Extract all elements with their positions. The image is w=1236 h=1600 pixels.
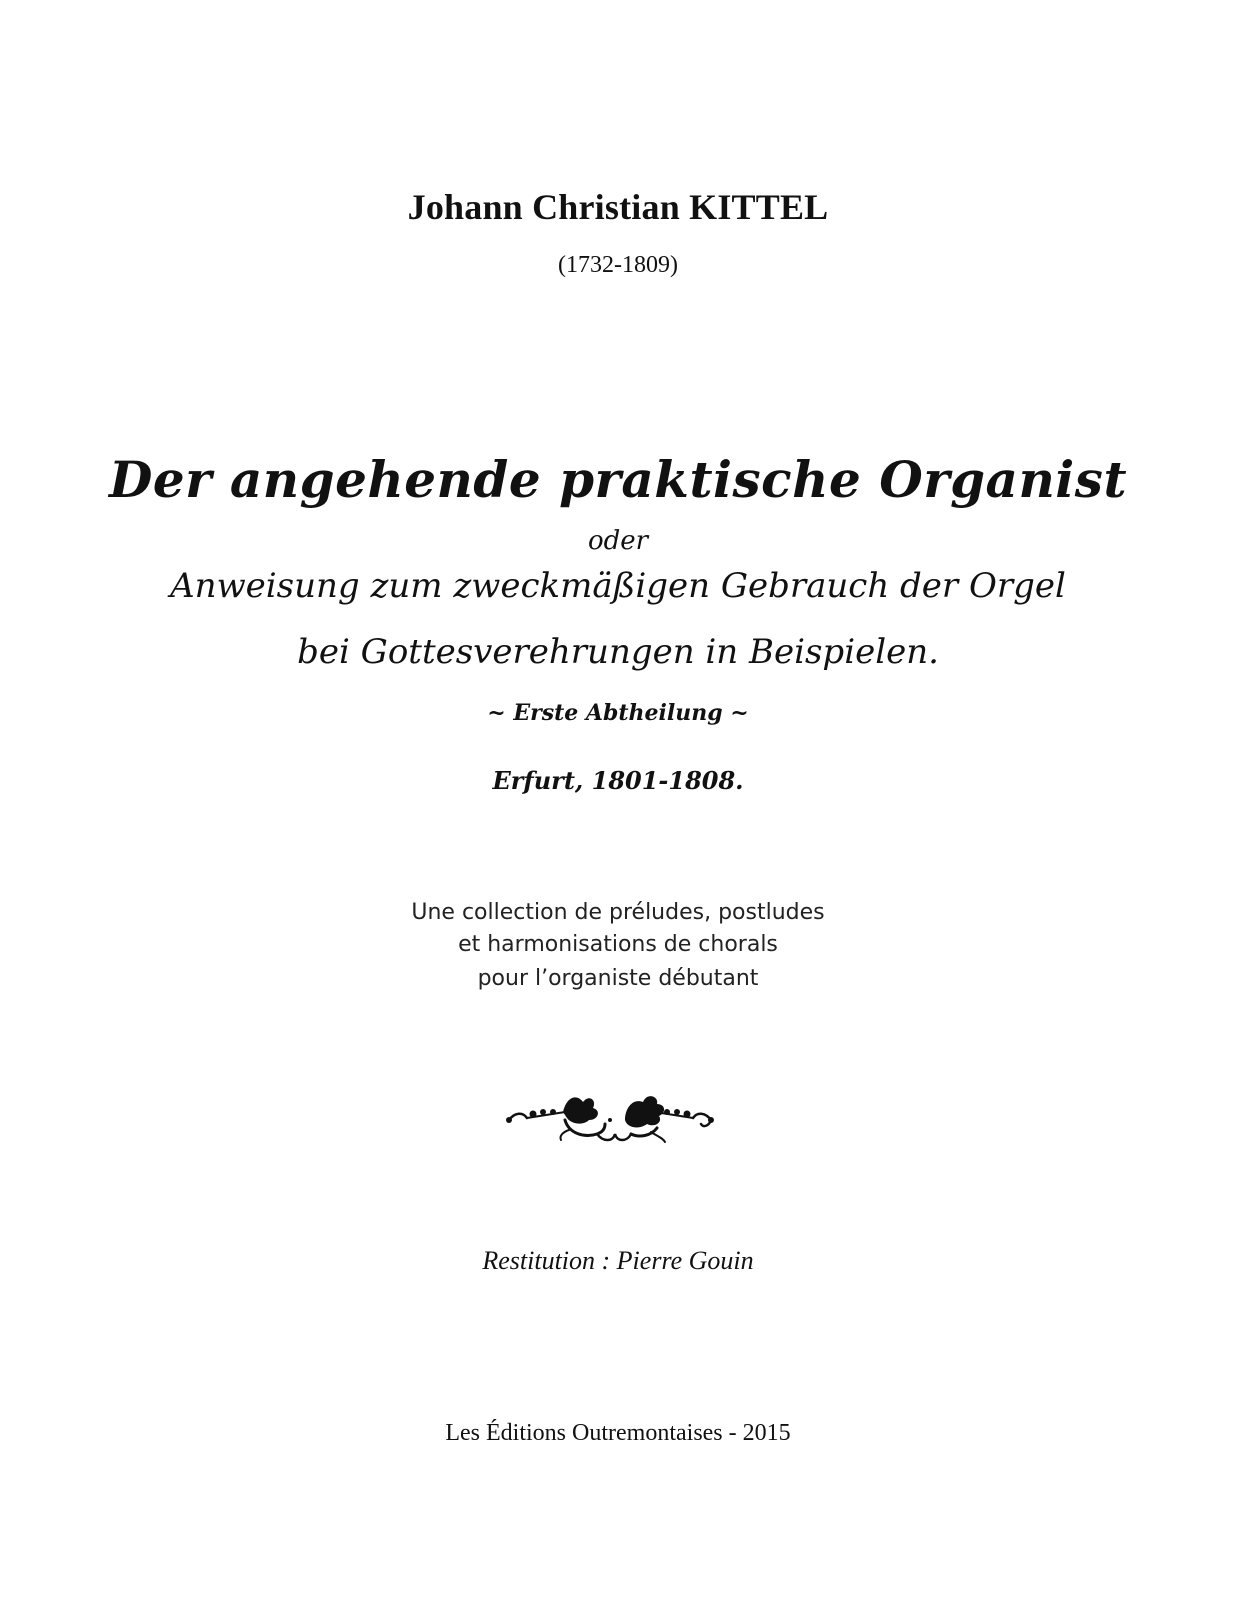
book-title: Der angehende praktische Organist [108,450,1128,509]
floral-ornament-icon [505,1090,715,1150]
author-name: Johann Christian KITTEL [407,187,829,227]
description-line-2: et harmonisations de chorals [458,932,778,957]
publisher-line: Les Éditions Outremontaises - 2015 [445,1420,791,1446]
title-conjunction: oder [587,526,649,556]
subtitle-line-2: bei Gottesverehrungen in Beispielen. [297,632,939,672]
description-line-3: pour l’organiste débutant [477,966,759,991]
author-dates: (1732-1809) [558,252,678,278]
place-and-date: Erfurt, 1801-1808. [492,766,744,795]
subtitle-line-1: Anweisung zum zweckmäßigen Gebrauch der Orgel [170,566,1066,606]
restitution-credit: Restitution : Pierre Gouin [482,1246,754,1275]
description-line-1: Une collection de préludes, postludes [411,900,825,925]
section-label: ~ Erste Abtheilung ~ [487,700,749,726]
